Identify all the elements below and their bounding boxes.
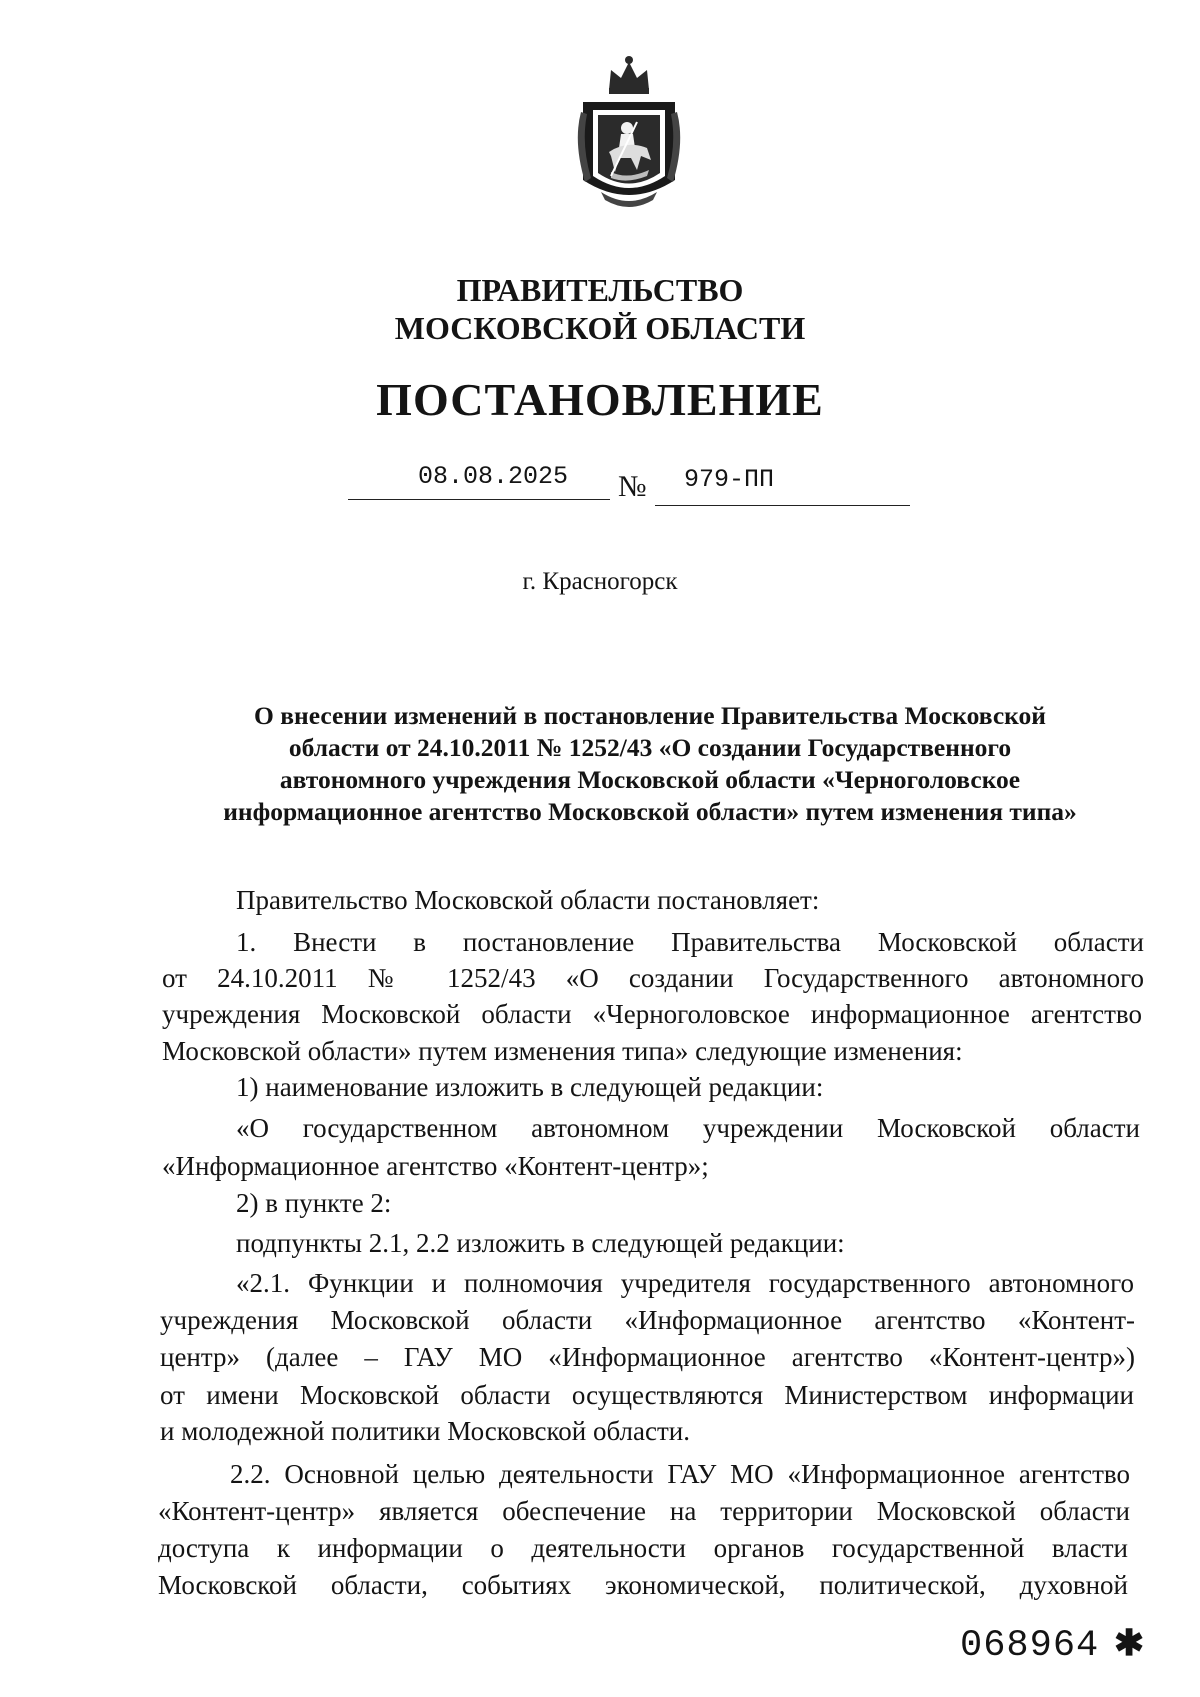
body-line: «Контент-центр» является обеспечение на территории Московской области [158, 1496, 1130, 1526]
body-line: учреждения Московской области «Черноголовское информационное агентство [162, 999, 1142, 1029]
body-line: 1. Внести в постановление Правительства Московской области [236, 927, 1144, 957]
body-line: доступа к информации о деятельности органов государственной власти [158, 1533, 1128, 1563]
document-type-heading: ПОСТАНОВЛЕНИЕ [376, 374, 824, 425]
document-number: 979-ПП [684, 465, 775, 494]
asterisk-mark: ✱ [1114, 1623, 1145, 1663]
number-sign: № [618, 470, 647, 503]
body-line: 1) наименование изложить в следующей редакции: [236, 1072, 824, 1102]
body-line: центр» (далее – ГАУ МО «Информационное агентство «Контент-центр») [160, 1342, 1135, 1372]
government-title-line1: ПРАВИТЕЛЬСТВО [456, 272, 744, 308]
subject-line: автономного учреждения Московской области «Черноголовское [279, 765, 1021, 794]
document-subject [170, 700, 1130, 828]
body-line: 2.2. Основной целью деятельности ГАУ МО «Информационное агентство [230, 1459, 1130, 1489]
body-line: учреждения Московской области «Информационное агентство «Контент- [160, 1305, 1135, 1335]
body-line: Московской области, событиях экономической, политической, духовной [158, 1570, 1128, 1600]
body-line: и молодежной политики Московской области. [160, 1416, 690, 1446]
subject-line: О внесении изменений в постановление Правительства Московской [254, 701, 1046, 730]
subject-line: области от 24.10.2011 № 1252/43 «О создании Государственного [288, 733, 1012, 762]
body-line: «О государственном автономном учреждении Московской области [236, 1113, 1140, 1143]
body-line: «Информационное агентство «Контент-центр»; [162, 1151, 709, 1181]
body-line: Московской области» путем изменения типа» следующие изменения: [162, 1036, 963, 1066]
subject-line: информационное агентство Московской области» путем изменения типа» [223, 797, 1077, 826]
body-line: Правительство Московской области постановляет: [236, 885, 820, 915]
document-date: 08.08.2025 [418, 462, 569, 491]
body-line: от имени Московской области осуществляются Министерством информации [160, 1380, 1134, 1410]
body-line: «2.1. Функции и полномочия учредителя государственного автономного [236, 1268, 1134, 1298]
coat-of-arms-emblem [571, 52, 687, 212]
form-serial-number: 068964 [960, 1625, 1100, 1667]
date-underline [348, 499, 610, 500]
number-underline [655, 505, 910, 506]
body-line: подпункты 2.1, 2.2 изложить в следующей редакции: [236, 1228, 845, 1258]
body-line: 2) в пункте 2: [236, 1188, 392, 1218]
body-line: от 24.10.2011 № 1252/43 «О создании Государственного автономного [162, 963, 1144, 993]
city-name: г. Красногорск [522, 568, 678, 595]
government-title-line2: МОСКОВСКОЙ ОБЛАСТИ [394, 310, 806, 346]
